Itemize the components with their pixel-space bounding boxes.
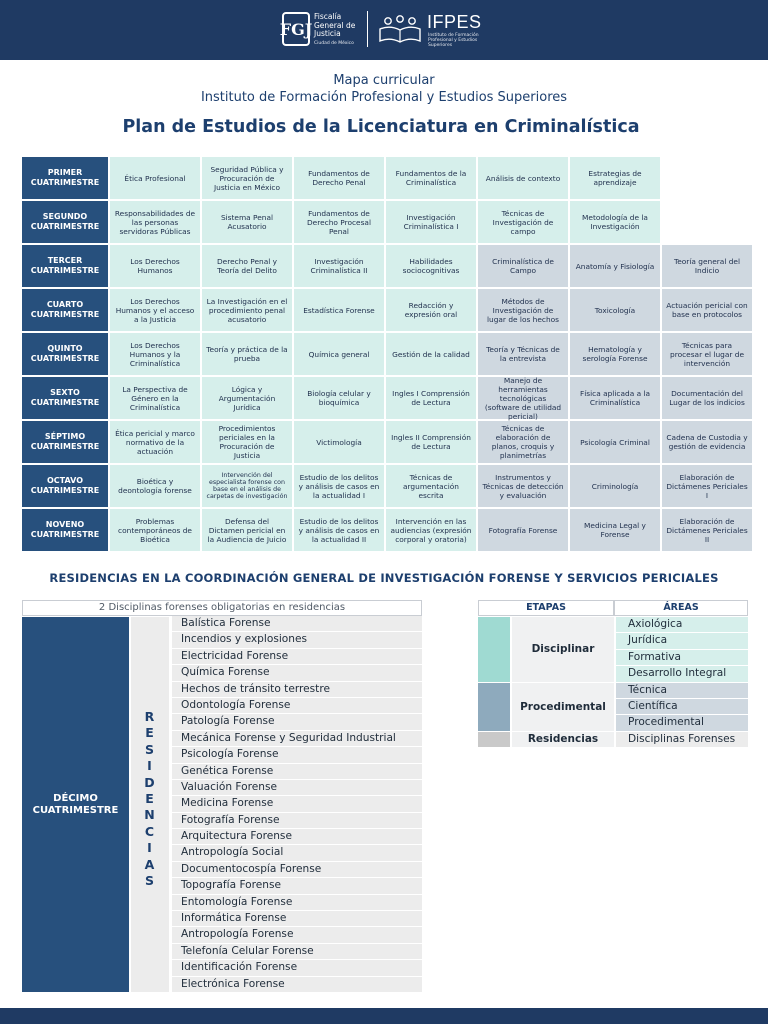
discipline-item: Odontología Forense [172,698,422,714]
fgj-logo-text: Fiscalía General de Justicia [314,12,356,38]
discipline-item: Química Forense [172,665,422,681]
subject-cell: Problemas contemporáneos de Bioética [110,509,200,551]
cuatrimestre-label: SEXTO CUATRIMESTRE [22,377,108,419]
subject-cell: Química general [294,333,384,375]
subject-cell: Defensa del Dictamen pericial en la Audiencia de Juicio [202,509,292,551]
discipline-item: Incendios y explosiones [172,632,422,648]
discipline-item: Balística Forense [172,616,422,632]
cuatrimestre-label: NOVENO CUATRIMESTRE [22,509,108,551]
subject-cell: Derecho Penal y Teoría del Delito [202,245,292,287]
subject-cell: Elaboración de Dictámenes Periciales II [662,509,752,551]
discipline-item: Electricidad Forense [172,649,422,665]
subject-cell: La Perspectiva de Género en la Criminalística [110,377,200,419]
discipline-item: Telefonía Celular Forense [172,944,422,960]
subject-cell: Victimología [294,421,384,463]
subject-cell: Los Derechos Humanos y la Criminalística [110,333,200,375]
area-item: Axiológica [616,617,748,632]
subject-cell: Los Derechos Humanos [110,245,200,287]
discipline-item: Mecánica Forense y Seguridad Industrial [172,731,422,747]
subject-cell: Documentación del Lugar de los indicios [662,377,752,419]
stage-swatch [478,617,510,682]
cuatrimestre-label: PRIMER CUATRIMESTRE [22,157,108,199]
subject-cell: Estrategias de aprendizaje [570,157,660,199]
subject-cell: Teoría general del Indicio [662,245,752,287]
subject-cell: Criminalística de Campo [478,245,568,287]
subject-cell: Fundamentos de la Criminalística [386,157,476,199]
area-item: Jurídica [616,633,748,648]
discipline-item: Fotografía Forense [172,813,422,829]
subject-cell: Ética pericial y marco normativo de la actuación [110,421,200,463]
subject-cell: Estadística Forense [294,289,384,331]
page-title: Plan de Estudios de la Licenciatura en Criminalística [122,117,640,137]
subject-cell: Estudio de los delitos y análisis de casos en la actualidad II [294,509,384,551]
discipline-item: Topografía Forense [172,878,422,894]
subject-cell: Física aplicada a la Criminalística [570,377,660,419]
page-kicker: Mapa curricular [333,73,435,88]
discipline-item: Medicina Forense [172,796,422,812]
subject-cell: Técnicas de Investigación de campo [478,201,568,243]
discipline-item: Electrónica Forense [172,977,422,993]
etapas-table [478,600,748,746]
subject-cell: Redacción y expresión oral [386,289,476,331]
cuatrimestre-label: CUARTO CUATRIMESTRE [22,289,108,331]
book-people-icon [377,14,423,46]
subject-cell: Teoría y práctica de la prueba [202,333,292,375]
subject-cell: Fotografía Forense [478,509,568,551]
residencias-vertical-text: R E S I D E N C I A S [144,709,156,889]
area-item: Formativa [616,650,748,665]
subject-cell: Ética Profesional [110,157,200,199]
subject-cell: Análisis de contexto [478,157,568,199]
discipline-item: Antropología Social [172,845,422,861]
subject-cell: Bioética y deontología forense [110,465,200,507]
header-bar [0,0,768,60]
subject-cell: Técnicas de elaboración de planos, croquis y planimetrías [478,421,568,463]
areas-header: ÁREAS [614,600,748,616]
subject-cell: Técnicas de argumentación escrita [386,465,476,507]
cuatrimestre-label: SEGUNDO CUATRIMESTRE [22,201,108,243]
cuatrimestre-label: OCTAVO CUATRIMESTRE [22,465,108,507]
discipline-item: Psicología Forense [172,747,422,763]
etapas-header: ETAPAS [478,600,614,616]
area-item: Técnica [616,683,748,698]
subject-cell: Seguridad Pública y Procuración de Justicia en México [202,157,292,199]
subject-cell: Sistema Penal Acusatorio [202,201,292,243]
subject-cell: Intervención del especialista forense con base en el análisis de carpetas de investigación [202,465,292,507]
discipline-item: Hechos de tránsito terrestre [172,682,422,698]
residencias-subtitle: 2 Disciplinas forenses obligatorias en residencias [22,600,422,616]
subject-cell: Cadena de Custodia y gestión de evidencia [662,421,752,463]
subject-cell: Biología celular y bioquímica [294,377,384,419]
subject-cell: Instrumentos y Técnicas de detección y evaluación [478,465,568,507]
curriculum-grid [22,157,750,553]
subject-cell: Ingles I Comprensión de Lectura [386,377,476,419]
subject-cell: Gestión de la calidad [386,333,476,375]
subject-cell: Elaboración de Dictámenes Periciales I [662,465,752,507]
cuatrimestre-label: SÉPTIMO CUATRIMESTRE [22,421,108,463]
subject-cell: Métodos de Investigación de lugar de los hechos [478,289,568,331]
area-item: Desarrollo Integral [616,666,748,681]
subject-cell: Investigación Criminalística I [386,201,476,243]
fgj-logo [279,12,362,48]
discipline-item: Patología Forense [172,714,422,730]
decimo-cuatrimestre-label: DÉCIMO CUATRIMESTRE [22,617,129,992]
subject-cell: Manejo de herramientas tecnológicas (software de utilidad pericial) [478,377,568,419]
subject-cell: Toxicología [570,289,660,331]
stage-swatch [478,683,510,731]
area-item: Procedimental [616,715,748,730]
ifpes-name: IFPES [427,12,482,32]
footer-bar [0,1008,768,1024]
cuatrimestre-label: TERCER CUATRIMESTRE [22,245,108,287]
subject-cell: Habilidades sociocognitivas [386,245,476,287]
discipline-item: Informática Forense [172,911,422,927]
subject-cell: Procedimientos periciales en la Procuración de Justicia [202,421,292,463]
discipline-item: Documentocospía Forense [172,862,422,878]
residencias-title: RESIDENCIAS EN LA COORDINACIÓN GENERAL DE INVESTIGACIÓN FORENSE Y SERVICIOS PERICIALES [49,571,719,585]
subject-cell: Investigación Criminalística II [294,245,384,287]
subject-cell: Técnicas para procesar el lugar de intervención [662,333,752,375]
subject-cell: Fundamentos de Derecho Penal [294,157,384,199]
discipline-item: Genética Forense [172,764,422,780]
subject-cell: Teoría y Técnicas de la entrevista [478,333,568,375]
subject-cell: La Investigación en el procedimiento penal acusatorio [202,289,292,331]
subject-cell: Intervención en las audiencias (expresión corporal y oratoria) [386,509,476,551]
subject-cell: Hematología y serología Forense [570,333,660,375]
discipline-item: Identificación Forense [172,960,422,976]
discipline-item: Antropología Forense [172,927,422,943]
stage-swatch [478,732,510,747]
disciplines-list [172,616,422,993]
residencias-vertical-label [131,617,169,992]
stage-name: Disciplinar [512,617,614,682]
subject-cell: Actuación pericial con base en protocolos [662,289,752,331]
discipline-item: Arquitectura Forense [172,829,422,845]
subject-cell: Anatomía y Fisiología [570,245,660,287]
subject-cell: Responsabilidades de las personas servidoras Públicas [110,201,200,243]
discipline-item: Entomología Forense [172,895,422,911]
fgj-logo-subtext: Ciudad de México [314,41,354,46]
subject-cell: Los Derechos Humanos y el acceso a la Justicia [110,289,200,331]
ifpes-logo [377,12,497,48]
logo-divider [367,11,368,47]
subject-cell: Fundamentos de Derecho Procesal Penal [294,201,384,243]
cuatrimestre-label: QUINTO CUATRIMESTRE [22,333,108,375]
subject-cell: Metodología de la Investigación [570,201,660,243]
subject-cell: Ingles II Comprensión de Lectura [386,421,476,463]
subject-cell: Estudio de los delitos y análisis de casos en la actualidad I [294,465,384,507]
discipline-item: Valuación Forense [172,780,422,796]
subject-cell: Psicología Criminal [570,421,660,463]
area-item: Científica [616,699,748,714]
fgj-mark-icon: FGJ [282,12,310,46]
area-item: Disciplinas Forenses [616,732,748,747]
subject-cell: Lógica y Argumentación Jurídica [202,377,292,419]
subject-cell: Criminología [570,465,660,507]
institute-name: Instituto de Formación Profesional y Estudios Superiores [200,90,568,105]
stage-name: Residencias [512,732,614,747]
stage-name: Procedimental [512,683,614,731]
ifpes-subtext: Instituto de Formación Profesional y Estudios Superiores [428,33,479,48]
subject-cell: Medicina Legal y Forense [570,509,660,551]
